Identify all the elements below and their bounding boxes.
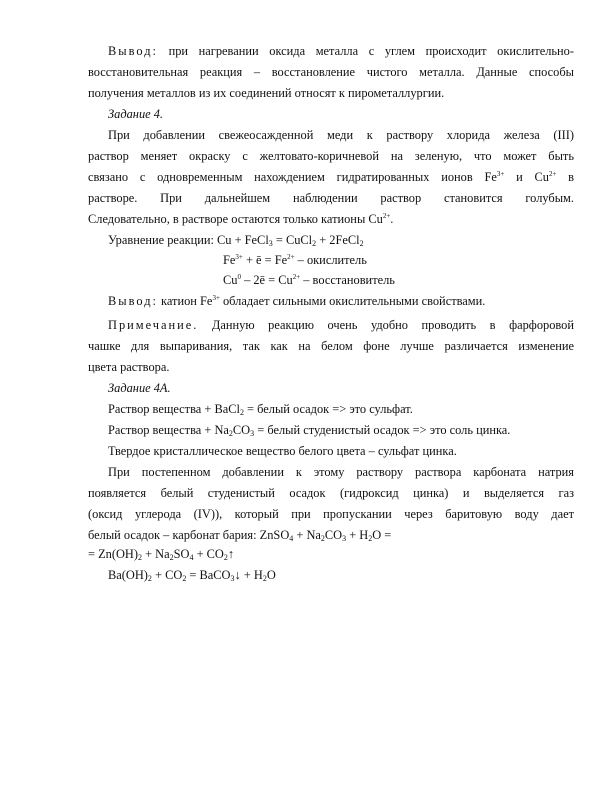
task4-line-2: раствор меняет окраску с желтовато-коричневой на зеленую, что может быть <box>88 149 574 163</box>
conclusion-line-2: восстановительная реакция – восстановление чистого металла. Данные способы <box>88 65 574 79</box>
task4-line-5: Следовательно, в растворе остаются только катионы $Cu^{2+}$. <box>88 212 394 226</box>
task4a-para-line-1: При постепенном добавлении к этому раствору раствора карбоната натрия <box>108 465 574 479</box>
task4-line-4: растворе. При дальнейшем наблюдении раствор становится голубым. <box>88 191 574 205</box>
note-line-3: цвета раствора. <box>88 360 170 374</box>
conclusion-line-1: Вывод: при нагревании оксида металла с углем происходит окислительно- <box>108 44 574 58</box>
conclusion-2: Вывод: катион $Fe^{3+}$ обладает сильными окислительными свойствами. <box>108 294 486 308</box>
task4a-result-3: Твердое кристаллическое вещество белого цвета – сульфат цинка. <box>108 444 457 458</box>
task4-line-3: связано с одновременным нахождением гидратированных ионов $Fe^{3+}$ и $Cu^{2+}$ в <box>88 170 575 184</box>
note-line-1: Примечание. Данную реакцию очень удобно проводить в фарфоровой <box>108 318 574 332</box>
conclusion-label: Вывод: <box>108 44 158 58</box>
note-line-2: чашке для выпаривания, так как на белом фоне лучше различается изменение <box>88 339 574 353</box>
reaction-equation: Уравнение реакции: Cu + FeCl$_3$ = CuCl$_2$ + 2FeCl$_2$ <box>108 233 364 248</box>
task4a-result-1: Раствор вещества + BaCl$_2$ = белый осадок => это сульфат. <box>108 402 413 417</box>
task4a-para-line-4: белый осадок – карбонат бария: ZnSO$_4$ + $Na_2CO_3 + H_2O$ = <box>88 528 392 543</box>
half-reaction-oxidizer: $Fe^{3+}$ + ē = $Fe^{2+}$ – окислитель <box>223 253 367 267</box>
conclusion-line-3: получения металлов из их соединений относят к пирометаллургии. <box>88 86 445 100</box>
task4-line-1: При добавлении свежеосажденной меди к раствору хлорида железа (III) <box>108 128 574 142</box>
task4a-para-line-2: появляется белый студенистый осадок (гидроксид цинка) и выделяется газ <box>88 486 574 500</box>
half-reaction-reducer: Cu$^0$ – 2ē = $Cu^{2+}$ – восстановитель <box>223 273 395 287</box>
task4a-equation-2: $Ba(OH)_2 + CO_2$ = BaCO$_3$↓ + $H_2O$ <box>108 568 276 583</box>
note-label: Примечание. <box>108 318 199 332</box>
task4-heading: Задание 4. <box>108 107 164 121</box>
task4a-para-line-3: (оксид углерода (IV)), который при пропускании через баритовую воду дает <box>88 507 574 521</box>
task4a-result-2: Раствор вещества + $Na_2CO_3$ = белый студенистый осадок => это соль цинка. <box>108 423 511 438</box>
task4a-equation-1: = $Zn(OH)_2 + Na_2SO_4$ + $CO_2↑$ <box>88 547 235 562</box>
task4a-heading: Задание 4А. <box>108 381 171 395</box>
